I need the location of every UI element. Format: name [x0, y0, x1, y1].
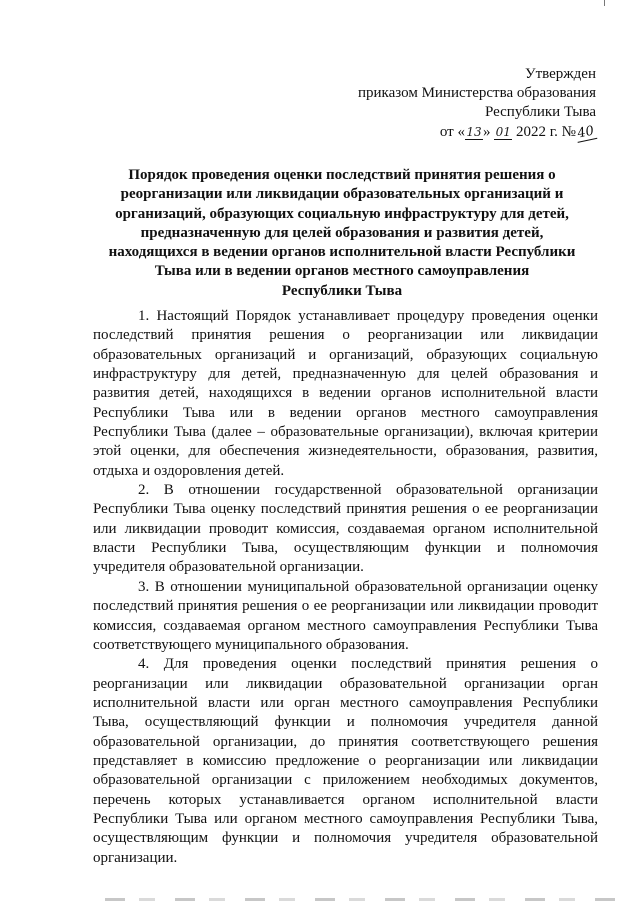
title-line: Республики Тыва	[281, 282, 403, 299]
scan-footer-artifact	[105, 898, 615, 901]
date-day-suffix: »	[482, 123, 495, 140]
approval-line-2: приказом Министерства образования	[358, 85, 596, 102]
handwritten-month: 01	[495, 124, 511, 139]
approval-line-1: Утвержден	[524, 66, 596, 82]
date-prefix: от «	[439, 123, 465, 140]
title-line: реорганизации или ликвидации образовательных организаций и	[120, 186, 564, 203]
paragraph-2: 2. В отношении государственной образовательной организации Республики Тыва оценку последствий принятия решения о ее реорганизации или ликвидации проводит комиссия, создаваемая органом исполнительной власти Республики Тыва, осуществляющим функции и полномочия учредителя образовательной организации.	[93, 482, 598, 576]
date-year-text: 2022 г. №	[512, 123, 576, 140]
title-line: Порядок проведения оценки последствий принятия решения о	[128, 167, 556, 183]
approval-stamp	[358, 65, 596, 142]
paragraph-3: 3. В отношении муниципальной образовательной организации оценку последствий принятия решения о ее реорганизации или ликвидации проводит комиссия, создаваемая органом местного самоуправления Республики Тыва соответствующего муниципального образования.	[93, 578, 598, 653]
title-line: Тыва или в ведении органов местного самоуправления	[154, 263, 530, 280]
handwritten-day: 13	[466, 124, 482, 139]
paragraph-1: 1. Настоящий Порядок устанавливает процедуру проведения оценки последствий принятия решения о реорганизации или ликвидации образовательных организаций и организаций, образующих социальную инфраструктуру для детей, предназначенную для целей образования и развития детей, находящихся в ведении органов исполнительной власти Республики Тыва или в ведении органов местного самоуправления Республики Тыва (далее – образовательные организации), включая критерии этой оценки, для обеспечения жизнедеятельности, образования, развития, отдыха и оздоровления детей.	[93, 308, 598, 479]
approval-line-3: Республики Тыва	[484, 104, 596, 121]
document-body	[93, 307, 598, 868]
title-line: организаций, образующих социальную инфраструктуру для детей,	[115, 205, 569, 222]
scan-artifact	[604, 0, 605, 6]
title-line: находящихся в ведении органов исполнительной власти Республики	[108, 244, 576, 261]
paragraph-4: 4. Для проведения оценки последствий принятия решения о реорганизации или ликвидации образовательной организации орган исполнительной власти или орган местного самоуправления Республики Тыва, осуществляющий функции и полномочия учредителя данной образовательной организации, до принятия соответствующего решения представляет в комиссию предложение о реорганизации или ликвидации образовательной организации с приложением необходимых документов, перечень которых устанавливается органом исполнительной власти Республики Тыва или органом местного самоуправления Республики Тыва, осуществляющим функции и полномочия учредителя образовательной организации.	[93, 656, 598, 866]
document-title	[95, 166, 589, 301]
title-line: предназначенную для целей образования и развития детей,	[140, 224, 544, 241]
approval-date-line	[358, 123, 596, 142]
handwritten-number: 40	[576, 123, 596, 142]
